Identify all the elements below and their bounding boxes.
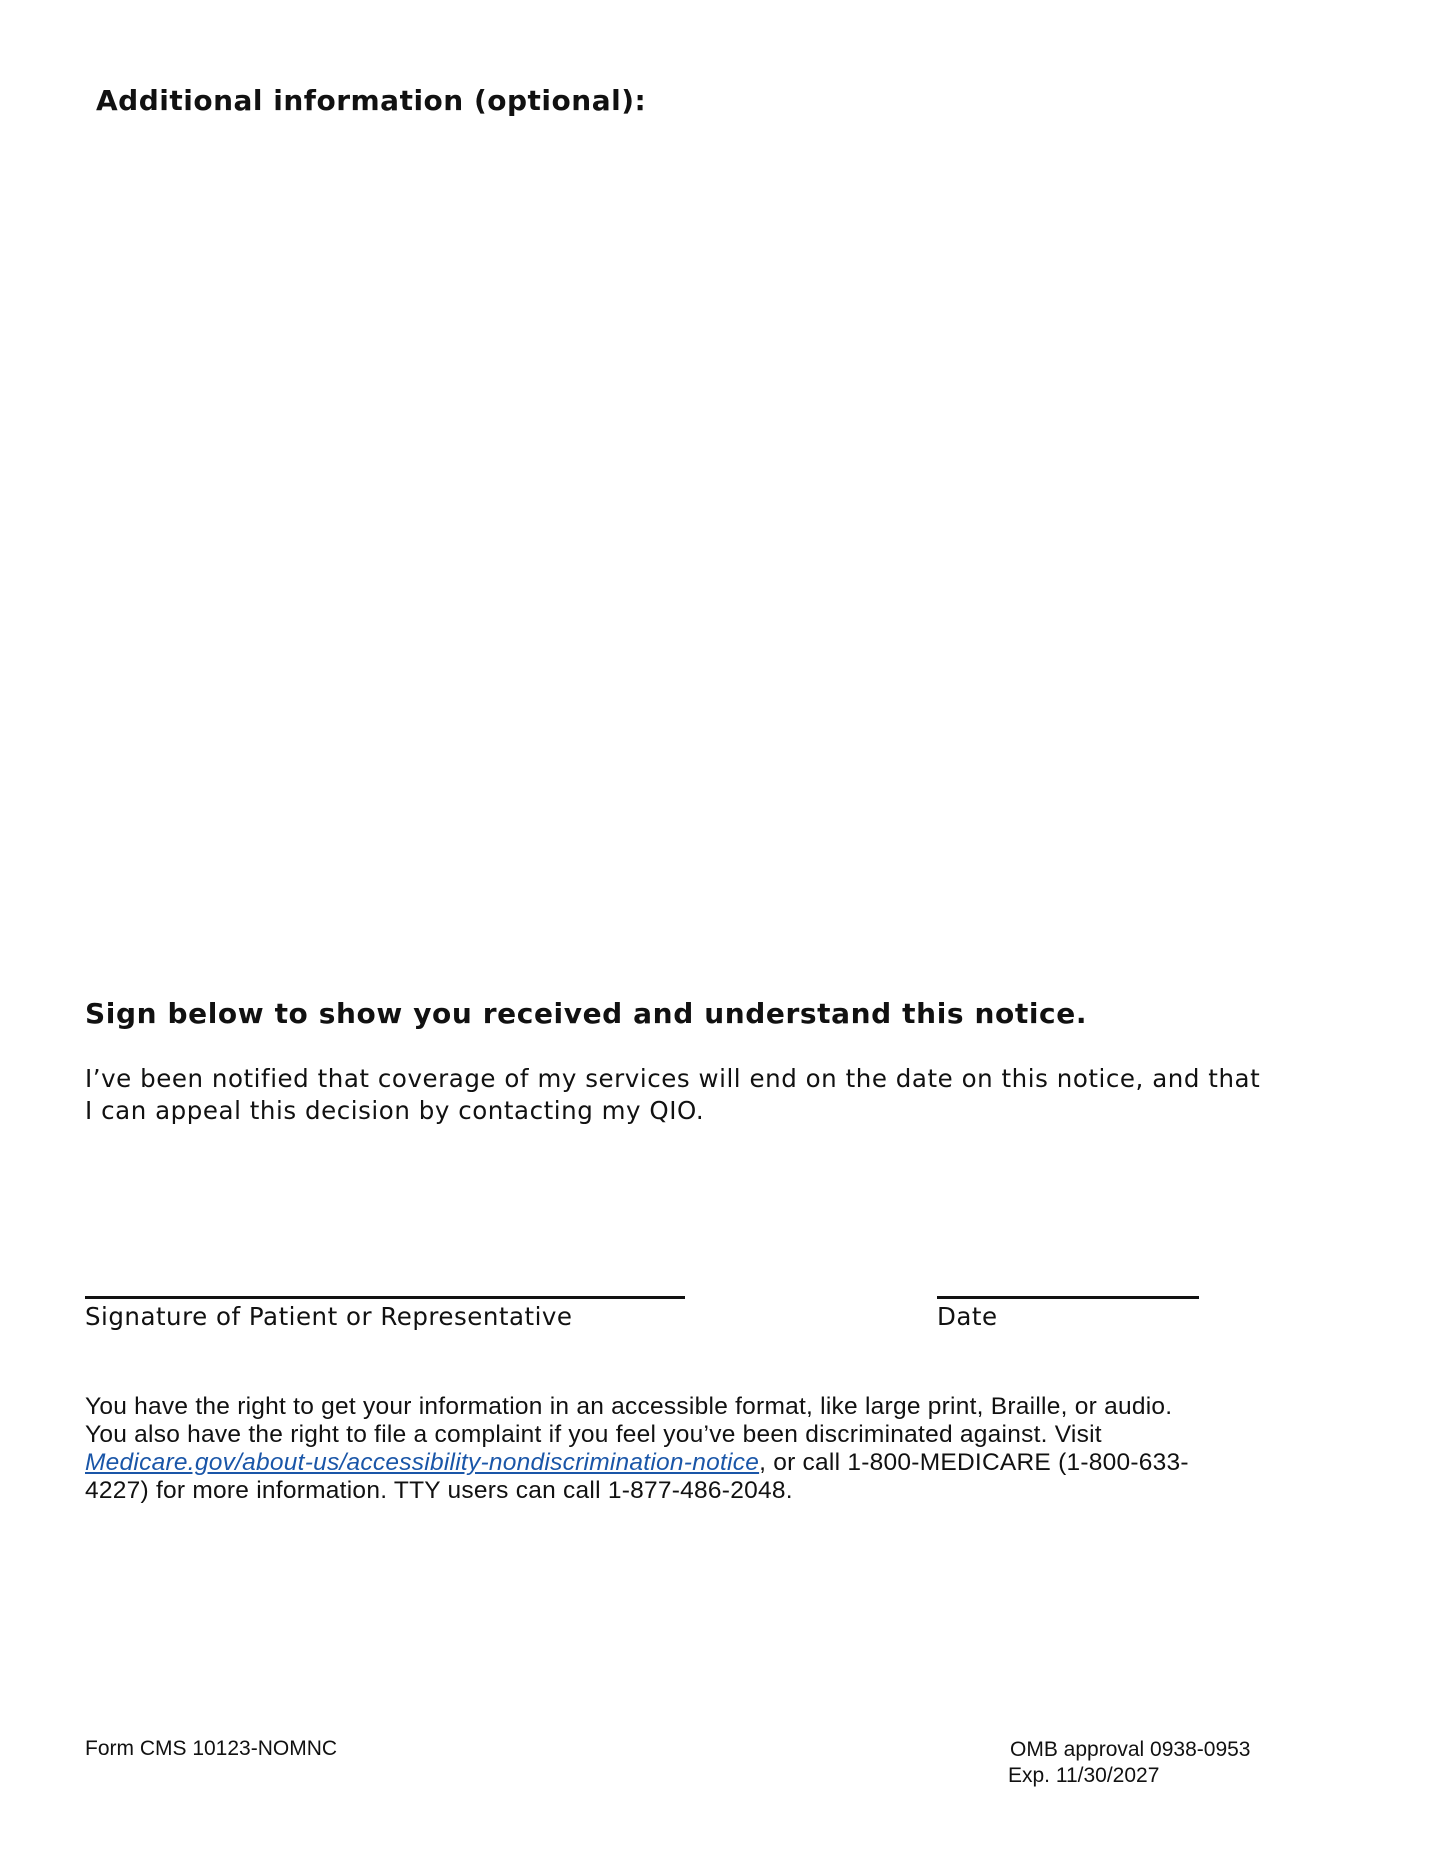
signature-field[interactable] <box>85 1296 685 1299</box>
acknowledgement-line-2: I can appeal this decision by contacting my QIO. <box>85 1096 705 1125</box>
accessibility-line-3-rest: , or call 1-800-MEDICARE (1-800-633- <box>759 1449 1189 1476</box>
date-label: Date <box>937 1302 998 1331</box>
form-id: Form CMS 10123-NOMNC <box>85 1737 338 1760</box>
signature-label: Signature of Patient or Representative <box>85 1302 573 1331</box>
acknowledgement-line-1: I’ve been notified that coverage of my services will end on the date on this notice, and that <box>85 1064 1261 1093</box>
accessibility-line-1: You have the right to get your information in an accessible format, like large print, Braille, or audio. <box>85 1393 1173 1420</box>
additional-info-heading: Additional information (optional): <box>96 84 647 117</box>
accessibility-line-2: You also have the right to file a complaint if you feel you’ve been discriminated against. Visit <box>85 1421 1102 1448</box>
omb-expiration: Exp. 11/30/2027 <box>1008 1764 1160 1787</box>
additional-info-field[interactable] <box>84 130 1294 950</box>
sign-section-heading: Sign below to show you received and understand this notice. <box>85 997 1088 1030</box>
date-field[interactable] <box>937 1296 1199 1299</box>
omb-approval: OMB approval 0938-0953 <box>1010 1738 1251 1761</box>
omb-info <box>1010 1737 1251 1789</box>
nondiscrimination-notice-link[interactable]: Medicare.gov/about-us/accessibility-nondiscrimination-notice <box>85 1449 760 1476</box>
accessibility-notice <box>85 1393 1375 1505</box>
accessibility-line-3 <box>85 1449 1375 1477</box>
accessibility-line-4: 4227) for more information. TTY users can call 1-877-486-2048. <box>85 1477 793 1504</box>
acknowledgement-text <box>85 1063 1345 1127</box>
